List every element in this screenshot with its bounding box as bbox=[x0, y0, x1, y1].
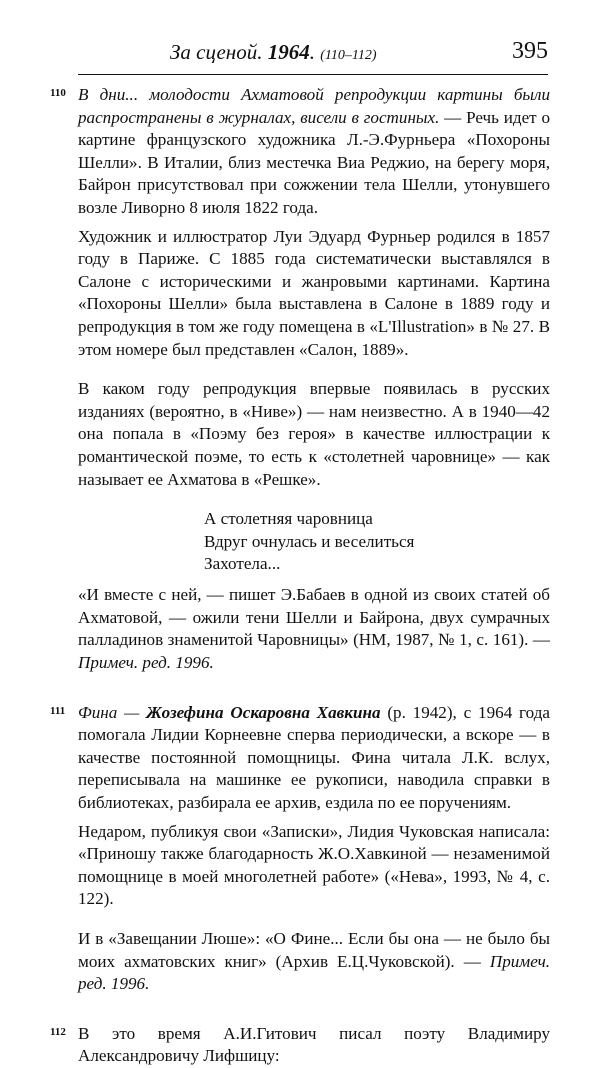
note-111-text: (р. 1942), с 1964 года помогала Лидии Корнеевне сперва периодически, а вскоре — в качестве постоянной помощницы. Фина читала Л.К. вслух, переписывала на машинке ее рукописи, наводила справки в библиотеках, разбирала ее архив, ездила по ее поручениям. bbox=[78, 702, 550, 812]
editor-signature: Примеч. ред. 1996. bbox=[78, 951, 550, 994]
note-110-para-3: В каком году репродукция впервые появилась в русских изданиях (вероятно, в «Ниве») — нам неизвестно. А в 1940—42 она попала в «Поэму без героя» в качестве иллюстрации к романтической поэме, то есть к «столетней чаровнице» — как называет ее Ахматова в «Решке». bbox=[78, 379, 550, 489]
note-111 bbox=[50, 702, 550, 815]
note-110-para-4 bbox=[78, 584, 550, 674]
verse-line: Вдруг очнулась и веселиться bbox=[204, 531, 415, 551]
note-number: 110 bbox=[50, 87, 66, 99]
running-title-year: 1964 bbox=[267, 40, 310, 64]
note-110 bbox=[50, 84, 550, 220]
note-110-text: — Речь идет о картине французского художника Л.-Э.Фурньера «Похороны Шелли». В Италии, близ местечка Виа Реджио, на берегу моря, Байрон присутствовал при сожжении тела Шелли, утонувшего возле Ливорно 8 июля 1822 года. bbox=[78, 107, 550, 217]
note-112-para-1: В это время А.И.Гитович писал поэту Владимиру Александровичу Лифшицу: bbox=[78, 1023, 550, 1066]
note-111-para-3 bbox=[78, 928, 550, 996]
note-111-name: Жозефина Оскаровна Хавкина bbox=[146, 702, 381, 722]
running-title-prefix: За сценой. bbox=[170, 40, 263, 64]
note-112 bbox=[50, 1023, 550, 1068]
page-header bbox=[78, 38, 548, 68]
note-111-para-3-text: И в «Завещании Люше»: «О Фине... Если бы она — не было бы моих ахматовских книг» (Архив Е.Ц.Чуковской). — bbox=[78, 928, 550, 971]
verse-line: Захотела... bbox=[204, 554, 281, 574]
note-number: 111 bbox=[50, 704, 66, 717]
page-number: 395 bbox=[512, 38, 548, 64]
editor-signature: Примеч. ред. 1996. bbox=[78, 652, 214, 672]
note-110-lead: В дни... молодости Ахматовой репродукции картины были распространены в журналах, висели в гостиных. bbox=[78, 85, 550, 127]
header-rule bbox=[78, 74, 548, 75]
note-number: 112 bbox=[50, 1025, 66, 1038]
verse-quote bbox=[204, 508, 550, 576]
note-111-lead: Фина — bbox=[78, 702, 147, 722]
note-110-para-1 bbox=[78, 84, 550, 220]
note-111-para-2: Недаром, публикуя свои «Записки», Лидия Чуковская написала: «Приношу также благодарность Ж.О.Хавкиной — незаменимой помощнице в моей многолетней работе» («Нева», 1993, № 4, с. 122). bbox=[78, 821, 550, 909]
running-title-range: (110–112) bbox=[320, 48, 377, 63]
running-title: За сценой. 1964. (110–112) bbox=[170, 40, 377, 64]
verse-line: А столетняя чаровница bbox=[204, 509, 373, 529]
note-110-para-4-text: «И вместе с ней, — пишет Э.Бабаев в одной из своих статей об Ахматовой, — ожили тени Шелли и Байрона, двух сумрачных палладинов знаменитой Чаровницы» (НМ, 1987, № 1, с. 161). — bbox=[78, 585, 550, 650]
note-111-para-1 bbox=[78, 702, 550, 815]
note-110-para-2: Художник и иллюстратор Луи Эдуард Фурньер родился в 1857 году в Париже. С 1885 года систематически выставлялся в Салоне с историческими и жанровыми картинами. Картина «Похороны Шелли» была выставлена в Салоне в 1889 году и репродукция в том же году помещена в «L'Illustration» в № 27. В этом номере был представлен «Салон, 1889». bbox=[78, 226, 550, 359]
notes-body bbox=[50, 84, 550, 1068]
